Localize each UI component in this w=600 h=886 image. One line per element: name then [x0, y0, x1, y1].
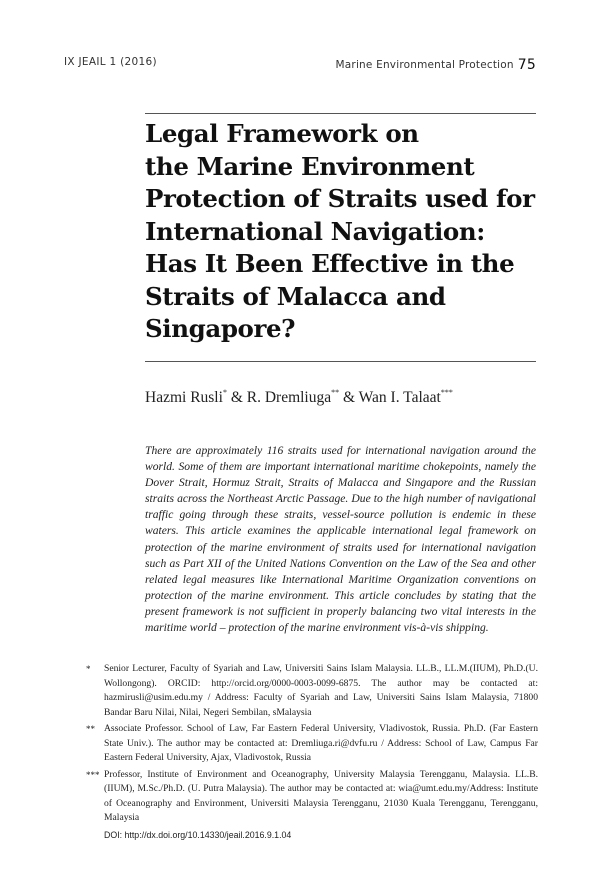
running-head — [64, 52, 536, 72]
section-name: Marine Environmental Protection — [335, 59, 514, 71]
journal-citation: IX JEAIL 1 (2016) — [64, 56, 157, 68]
doi-link[interactable]: DOI: http://dx.doi.org/10.14330/jeail.2016.9.1.04 — [104, 829, 292, 840]
abstract: There are approximately 116 straits used for international navigation around the world. Some of them are important international maritime chokepoints, namely the Dover Strait, Hormuz Strait, Straits of Malacca and Singapore and the Russian straits across the Northeast Arctic Passage. Due to the high number of navigational traffic going through these straits, vessel-source pollution is endemic in these waters. This article examines the applicable international legal framework on protection of the marine environment of straits used for international navigation such as Part XII of the United Nations Convention on the Law of the Sea and other related legal measures like International Maritime Organization conventions on protection of the marine environment. This article concludes by stating that the present framework is not sufficient in properly balancing two vital interests in the maritime world – protection of the marine environment vis-à-vis shipping. — [145, 444, 536, 635]
footnote-text: Senior Lecturer, Faculty of Syariah and Law, Universiti Sains Islam Malaysia. LL.B., LL.M.(IIUM), Ph.D.(U. Wollongong). ORCID: http://orcid.org/0000-0003-0099-6875. The author may be contacted at: hazmirusli@usim.edu.my / Address: Faculty of Syariah and Law, Universiti Sains Islam Malaysia, 71800 Bandar Baru Nilai, Nilai, Negeri Sembilan, sMalaysia — [104, 663, 538, 718]
title-line: Straits of Malacca and — [145, 281, 446, 311]
author-line — [145, 389, 545, 407]
title-rule-bottom — [145, 361, 536, 362]
author-name: R. Dremliuga — [246, 389, 332, 407]
title-line: Protection of Straits used for — [145, 184, 535, 213]
article-title — [145, 118, 545, 346]
footnote-text: Professor, Institute of Environment and Oceanography, University Malaysia Terengganu, Malaysia. LL.B.(IIUM), M.Sc./Ph.D. (U. Putra Malaysia). The author may be contacted at: wia@umt.edu.my/Address: Institute of Oceanography and Environment, Universiti Malaysia Terengganu, 21030 Kuala Terengganu, Terengganu, Malaysia — [104, 768, 538, 823]
footnote — [86, 722, 538, 766]
footnote-mark: ** — [86, 724, 95, 734]
author-name: Hazmi Rusli — [145, 389, 223, 407]
title-line: Legal Framework on — [145, 119, 419, 148]
title-line: the Marine Environment — [145, 151, 475, 181]
author-footnote-mark: *** — [440, 388, 453, 397]
section-header — [336, 56, 536, 72]
author-name: Wan I. Talaat — [358, 389, 441, 407]
footnote — [86, 768, 538, 826]
footnote-mark: *** — [86, 769, 100, 780]
author-footnote-mark: ** — [331, 388, 340, 397]
footnote-text: Associate Professor. School of Law, Far Eastern Federal University, Vladivostok, Russia. Ph.D. (Far Eastern State Univ.). The author may be contacted at: Dremliuga.ri@dvfu.ru / Address: School of Law, Campus Far Eastern Federal University, Ajax, Vladivostok, Russia — [104, 723, 538, 763]
page-number: 75 — [517, 57, 536, 73]
title-rule-top — [145, 113, 536, 114]
author-separator: & — [226, 389, 247, 407]
title-line: Has It Been Effective in the — [145, 249, 515, 278]
footnote — [86, 662, 538, 720]
title-line: International Navigation: — [145, 216, 485, 246]
title-line: Singapore? — [145, 314, 296, 343]
author-separator: & — [339, 389, 359, 407]
footnotes — [86, 662, 538, 842]
footnote-mark: * — [86, 664, 91, 674]
author-footnote-mark: * — [222, 388, 227, 397]
